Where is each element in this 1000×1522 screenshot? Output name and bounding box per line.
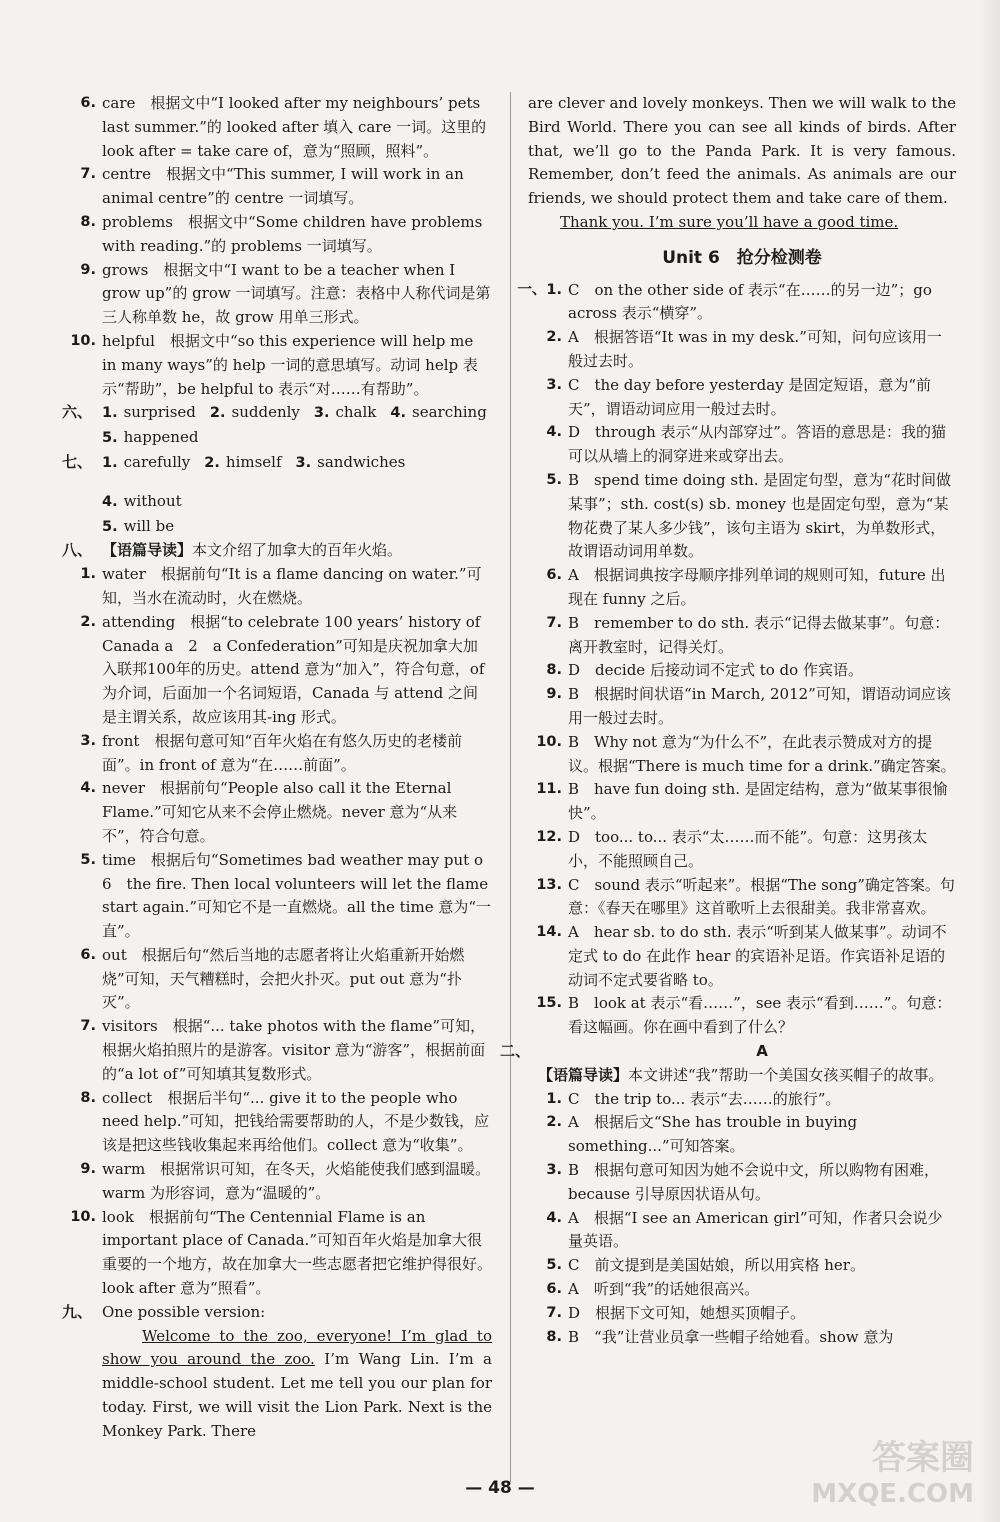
answer-item: 2. A 根据答语“It was in my desk.”可知，问句应该用一般过去时。 [546, 328, 942, 370]
answer-item: 4. D through 表示“从内部穿过”。答语的意思是：我的猫可以从墙上的洞穿进来或穿出去。 [546, 423, 946, 466]
section-two-answers [528, 1088, 956, 1350]
answer-item: 9. B 根据时间状语“in March, 2012”可知，谓语动词应该用一般过去时。 [546, 685, 951, 727]
answer-item: 10. look 根据前句“The Centennial Flame is an important place of Canada.”可知百年火焰是加拿大很重要的一个地方，故在加拿大一些志愿者把它维护得很好。look after 意为“照看”。 [70, 1207, 493, 1298]
answer-item: 11. B have fun doing sth. 是固定结构，意为“做某事很愉快”。 [536, 780, 948, 823]
answer-item: 9. warm 根据常识可知，在冬天，火焰能使我们感到温暖。warm 为形容词，意为“温暖的”。 [80, 1160, 491, 1202]
answer-item: 5. B spend time doing sth. 是固定句型，意为“花时间做某事”；sth. cost(s) sb. money 也是固定句型，意为“某物花费了某人多少钱”，该句主语为 skirt，为单数形式，故谓语动词用单数。 [546, 470, 951, 561]
reading-intro: 【语篇导读】本文讲述“我”帮助一个美国女孩买帽子的故事。 [538, 1065, 944, 1084]
page-edge-shadow [978, 0, 1000, 1522]
answer-item: 3. front 根据句意可知“百年火焰在有悠久历史的老楼前面”。in front of 意为“在……前面”。 [80, 731, 463, 774]
page-number: — 48 — [465, 1478, 535, 1498]
answer-item: 7. centre 根据文中“This summer, I will work in an animal centre”的 centre 一词填写。 [80, 165, 464, 208]
answer-item: 6. care 根据文中“I looked after my neighbours’ pets last summer.”的 looked after 填入 care 一词。这里的 look after = take care of，意为“照顾，照料”。 [80, 94, 487, 160]
section-seven [62, 451, 492, 539]
word-answers-row: 5. happened [102, 428, 199, 447]
answer-item: 15. B look at 表示“看……”，see 表示“看到……”。句意：看这幅画。你在画中看到了什么？ [536, 994, 952, 1037]
answer-item: 7. B remember to do sth. 表示“记得去做某事”。句意：离开教室时，记得关灯。 [546, 613, 950, 656]
section-marker: 二、 [500, 1042, 531, 1061]
essay-body: I’m Wang Lin. I’m a middle-school student. Let me tell you our plan for today. First, we will visit the Lion Park. Next is the Monkey Park. There [102, 1350, 493, 1440]
answer-item: 6. A 根据词典按字母顺序排列单词的规则可知，future 出现在 funny 之后。 [546, 566, 946, 608]
answer-item: 13. C sound 表示“听起来”。根据“The song”确定答案。句意：《春天在哪里》这首歌听上去很甜美。我非常喜欢。 [536, 875, 955, 918]
essay-closing-underlined: Thank you. I’m sure you’ll have a good time. [560, 212, 899, 231]
answer-item: 4. A 根据“I see an American girl”可知，作者只会说少量英语。 [546, 1208, 943, 1251]
answer-item: 5. time 根据后句“Sometimes bad weather may put o 6 the fire. Then local volunteers will let the flame start again.”可知它不是一直燃烧。all the time 意为“一直”。 [80, 850, 498, 941]
essay-opening-underlined: Welcome to the zoo, everyone! I’m glad to show you around the zoo. [102, 1326, 492, 1369]
answer-item: 8. collect 根据后半句“... give it to the people who need help.”可知，把钱给需要帮助的人，不是少数钱，应该是把这些钱收集起来再给他们。collect 意为“收集”。 [80, 1088, 490, 1155]
answer-item: 8. problems 根据文中“Some children have problems with reading.”的 problems 一词填写。 [80, 212, 483, 255]
reading-intro: 【语篇导读】本文介绍了加拿大的百年火焰。 [102, 541, 403, 560]
model-essay-continued [528, 92, 956, 235]
left-column [62, 92, 498, 1444]
answer-item: 3. C the day before yesterday 是固定短语，意为“前天”，谓语动词应用一般过去时。 [546, 375, 932, 418]
section-six [62, 401, 492, 451]
answer-item: 9. grows 根据文中“I want to be a teacher when I grow up”的 grow 一词填写。注意：表格中人称代词是第三人称单数 he，故 grow 用单三形式。 [80, 260, 491, 327]
word-answers-row: 1. surprised 2. suddenly 3. chalk 4. searching [102, 403, 487, 422]
answer-item: 10. helpful 根据文中“so this experience will help me in many ways”的 help 一词的意思填写。动词 help 表示“帮助”，be helpful to 表示“对……有帮助”。 [70, 331, 478, 398]
section-eight-answers [62, 563, 498, 1301]
essay-body: are clever and lovely monkeys. Then we will walk to the Bird World. There you can see all kinds of birds. After that, we’ll go to the Panda Park. It is very famous. Remember, don’t feed the animals. As animals are our friends, we should protect them and take care of them. [528, 94, 956, 208]
site-watermark: 答案圈 MXQE.COM [811, 1438, 974, 1509]
answer-item: 14. A hear sb. to do sth. 表示“听到某人做某事”。动词不定式 to do 在此作 hear 的宾语补足语。作宾语补足语的动词不定式要省略 to。 [536, 923, 947, 989]
section-marker: 九、 [62, 1302, 93, 1321]
model-essay [62, 1325, 492, 1444]
writing-heading: One possible version: [102, 1302, 266, 1321]
right-column [500, 92, 956, 1349]
unit-title: Unit 6 抢分检测卷 [662, 247, 822, 268]
answers-continued [62, 92, 492, 401]
section-one [517, 279, 956, 1041]
word-answers-row: 1. carefully 2. himself 3. sandwiches 4. without [102, 452, 406, 510]
answer-item: 2. A 根据后文“She has trouble in buying something...”可知答案。 [546, 1113, 858, 1156]
section-marker: 六、 [62, 403, 93, 422]
section-eight [62, 539, 492, 563]
section-nine [62, 1301, 492, 1325]
answer-item: 4. never 根据前句“People also call it the Eternal Flame.”可知它从来不会停止燃烧。never 意为“从来不”，符合句意。 [80, 779, 458, 845]
section-marker: 七、 [62, 452, 93, 471]
answer-item: 1. water 根据前句“It is a flame dancing on water.”可知，当水在流动时，火在燃烧。 [80, 565, 482, 607]
answer-item: 10. B Why not 意为“为什么不”，在此表示赞成对方的提议。根据“There is much time for a drink.”确定答案。 [536, 732, 956, 775]
answer-item: 3. B 根据句意可知因为她不会说中文，所以购物有困难，because 引导原因状语从句。 [546, 1161, 940, 1203]
answer-item: 12. D too... to... 表示“太……而不能”。句意：这男孩太小，不能照顾自己。 [536, 827, 928, 870]
word-answers-row: 5. will be [102, 516, 175, 535]
answer-item: 5. C 前文提到是美国姑娘，所以用宾格 her。 [546, 1256, 865, 1275]
answer-item: 一、1. C on the other side of 表示“在……的另一边”；go across 表示“横穿”。 [517, 280, 932, 323]
section-two [500, 1040, 956, 1064]
answer-item: 7. D 根据下文可知，她想买顶帽子。 [546, 1303, 806, 1322]
answer-item: 8. B “我”让营业员拿一些帽子给她看。show 意为 [546, 1327, 894, 1346]
answer-item: 7. visitors 根据“... take photos with the flame”可知，根据火焰拍照片的是游客。visitor 意为“游客”，根据前面的“a lot of”可知填其复数形式。 [80, 1017, 486, 1083]
answer-item: 6. out 根据后句“然后当地的志愿者将让火焰重新开始燃烧”可知，天气糟糕时，会把火扑灭。put out 意为“扑灭”。 [80, 945, 465, 1012]
passage-label: A [756, 1042, 768, 1061]
answer-item: 8. D decide 后接动词不定式 to do 作宾语。 [546, 661, 863, 680]
answer-item: 6. A 听到“我”的话她很高兴。 [546, 1280, 760, 1299]
answer-item: 2. attending 根据“to celebrate 100 years’ history of Canada a 2 a Confederation”可知是庆祝加拿大加入联邦100年的历史。attend 意为“加入”，符合句意，of 为介词，后面加一个名词短语，Canada 与 attend 之间是主谓关系，故应该用其-ing 形式。 [80, 612, 485, 726]
section-marker: 八、 [62, 541, 93, 560]
answer-item: 1. C the trip to... 表示“去……的旅行”。 [546, 1089, 841, 1108]
